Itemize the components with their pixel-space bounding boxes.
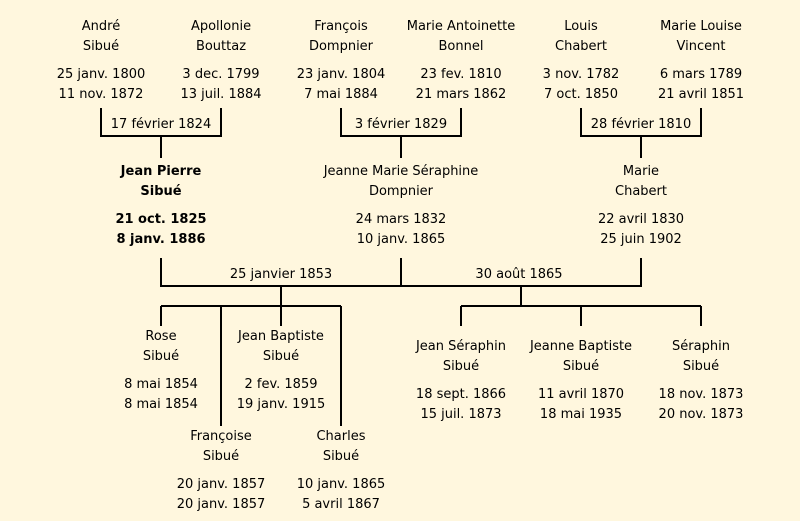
birth-date: 24 mars 1832 xyxy=(355,212,447,227)
last-name: Bouttaz xyxy=(195,39,247,54)
person-seraphin xyxy=(626,337,776,425)
birth-date: 3 nov. 1782 xyxy=(542,67,620,82)
last-name: Dompnier xyxy=(368,184,434,199)
last-name: Chabert xyxy=(615,184,667,199)
birth-date: 11 avril 1870 xyxy=(537,387,625,402)
last-name: Vincent xyxy=(676,39,726,54)
first-name: Jeanne Marie Séraphine xyxy=(323,164,479,179)
first-name: Jean Pierre xyxy=(120,164,202,179)
birth-date: 6 mars 1789 xyxy=(659,67,743,82)
first-name: Marie Antoinette xyxy=(406,19,516,34)
death-date: 19 janv. 1915 xyxy=(236,397,326,412)
marriage-jean-pierre-marie: 30 août 1865 xyxy=(475,267,563,282)
birth-date: 10 janv. 1865 xyxy=(296,477,386,492)
marriage-jean-pierre-jeanne-marie: 25 janvier 1853 xyxy=(229,267,333,282)
birth-date: 18 sept. 1866 xyxy=(415,387,507,402)
first-name: Jean Baptiste xyxy=(238,329,324,344)
death-date: 20 janv. 1857 xyxy=(176,497,266,512)
last-name: Sibué xyxy=(322,449,360,464)
first-name: Jeanne Baptiste xyxy=(529,339,633,354)
last-name: Sibué xyxy=(442,359,480,374)
death-date: 7 oct. 1850 xyxy=(544,87,618,102)
birth-date: 18 nov. 1873 xyxy=(658,387,744,402)
birth-date: 21 oct. 1825 xyxy=(115,212,207,227)
person-marie xyxy=(566,162,716,250)
marriage-louis-marie-louise: 28 février 1810 xyxy=(590,117,692,132)
first-name: Jean Séraphin xyxy=(415,339,507,354)
death-date: 21 avril 1851 xyxy=(657,87,745,102)
first-name: Françoise xyxy=(190,429,252,444)
death-date: 8 janv. 1886 xyxy=(116,232,206,247)
death-date: 10 janv. 1865 xyxy=(356,232,446,247)
last-name: Sibué xyxy=(82,39,120,54)
birth-date: 2 fev. 1859 xyxy=(244,377,318,392)
death-date: 7 mai 1884 xyxy=(304,87,378,102)
birth-date: 20 janv. 1857 xyxy=(176,477,266,492)
first-name: François xyxy=(314,19,368,34)
first-name: André xyxy=(81,19,121,34)
first-name: Marie xyxy=(622,164,660,179)
death-date: 11 nov. 1872 xyxy=(58,87,144,102)
birth-date: 3 dec. 1799 xyxy=(182,67,260,82)
last-name: Sibué xyxy=(682,359,720,374)
first-name: Séraphin xyxy=(672,339,730,354)
last-name: Sibué xyxy=(142,349,180,364)
death-date: 8 mai 1854 xyxy=(124,397,198,412)
last-name: Chabert xyxy=(555,39,607,54)
last-name: Sibué xyxy=(562,359,600,374)
marriage-francois-marie-antoinette: 3 février 1829 xyxy=(354,117,448,132)
first-name: Charles xyxy=(316,429,366,444)
birth-date: 23 janv. 1804 xyxy=(296,67,386,82)
birth-date: 23 fev. 1810 xyxy=(420,67,502,82)
death-date: 15 juil. 1873 xyxy=(420,407,502,422)
last-name: Sibué xyxy=(202,449,240,464)
birth-date: 8 mai 1854 xyxy=(124,377,198,392)
person-jean-pierre xyxy=(86,162,236,250)
death-date: 20 nov. 1873 xyxy=(658,407,744,422)
death-date: 18 mai 1935 xyxy=(539,407,623,422)
last-name: Sibué xyxy=(262,349,300,364)
death-date: 21 mars 1862 xyxy=(415,87,507,102)
death-date: 13 juil. 1884 xyxy=(180,87,262,102)
first-name: Marie Louise xyxy=(660,19,742,34)
death-date: 25 juin 1902 xyxy=(600,232,682,247)
person-charles xyxy=(266,427,416,515)
last-name: Bonnel xyxy=(438,39,484,54)
marriage-andre-apollonie: 17 février 1824 xyxy=(110,117,212,132)
person-jean-baptiste-1 xyxy=(206,327,356,415)
birth-date: 22 avril 1830 xyxy=(597,212,685,227)
birth-date: 25 janv. 1800 xyxy=(56,67,146,82)
last-name: Dompnier xyxy=(308,39,374,54)
first-name: Apollonie xyxy=(190,19,252,34)
last-name: Sibué xyxy=(140,184,182,199)
first-name: Louis xyxy=(564,19,598,34)
person-marie-louise xyxy=(626,17,776,105)
person-jeanne-marie xyxy=(306,162,496,250)
first-name: Rose xyxy=(145,329,177,344)
death-date: 5 avril 1867 xyxy=(302,497,380,512)
